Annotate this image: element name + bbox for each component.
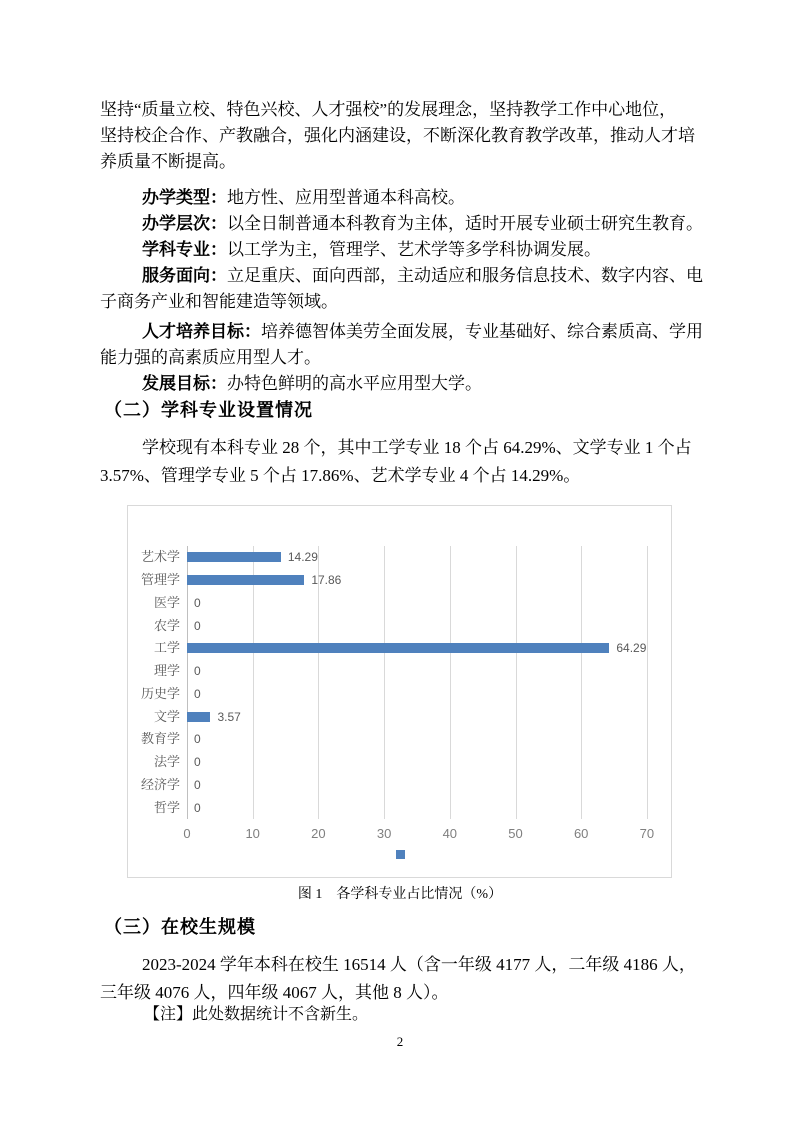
legend-marker-icon: [396, 850, 405, 859]
chart-bar: [187, 575, 304, 585]
chart-category-label: 历史学: [140, 685, 180, 701]
chart-category-label: 文学: [153, 708, 180, 724]
chart-value-label: 0: [194, 618, 201, 633]
chart-category-label: 经济学: [140, 776, 180, 792]
intro-line: 坚持“质量立校、特色兴校、人才强校”的发展理念，坚持教学工作中心地位，: [100, 100, 677, 119]
chart-value-label: 0: [194, 732, 201, 747]
chart-value-label: 0: [194, 664, 201, 679]
section3-paragraph: [100, 951, 720, 1007]
item-label: 人才培养目标：: [142, 322, 261, 341]
x-tick-label: 0: [183, 826, 191, 841]
item-text-continuation: 子商务产业和智能建造等领域。: [100, 292, 338, 311]
chart-bar: [187, 712, 210, 722]
item-paragraph: [100, 263, 720, 289]
chart-value-label: 0: [194, 755, 201, 770]
item-text: 以工学为主，管理学、艺术学等多学科协调发展。: [227, 240, 601, 259]
x-tick-label: 30: [376, 826, 392, 841]
chart-value-label: 3.57: [217, 709, 241, 724]
chart-category-label: 管理学: [140, 572, 180, 588]
x-gridline: [253, 546, 254, 819]
chart-category-label: 哲学: [153, 799, 180, 815]
chart-category-label: 农学: [153, 617, 180, 633]
paragraph-line: 3.57%、管理学专业 5 个占 17.86%、艺术学专业 4 个占 14.29%。: [100, 466, 581, 485]
item-label: 服务面向：: [142, 266, 227, 285]
x-tick-label: 70: [639, 826, 655, 841]
y-axis-line: [187, 546, 188, 819]
page-number: 2: [396, 1034, 404, 1049]
item-text: 地方性、应用型普通本科高校。: [227, 188, 465, 207]
chart-value-label: 14.29: [287, 550, 318, 565]
x-gridline: [581, 546, 582, 819]
chart-value-label: 17.86: [311, 573, 342, 588]
chart-bar: [187, 643, 609, 653]
x-tick-label: 40: [442, 826, 458, 841]
x-gridline: [647, 546, 648, 819]
section-heading-2: （二）学科专业设置情况: [104, 400, 313, 420]
item-text: 培养德智体美劳全面发展，专业基础好、综合素质高、学用: [261, 322, 703, 341]
chart-value-label: 0: [194, 777, 201, 792]
footnote: 【注】此处数据统计不含新生。: [144, 1006, 369, 1023]
chart-value-label: 0: [194, 595, 201, 610]
chart-bar: [187, 552, 281, 562]
item-text: 以全日制普通本科教育为主体，适时开展专业硕士研究生教育。: [227, 214, 703, 233]
item-paragraph: [100, 237, 720, 263]
item-text: 立足重庆、面向西部，主动适应和服务信息技术、数字内容、电: [227, 266, 703, 285]
chart-category-label: 法学: [153, 754, 180, 770]
chart-category-label: 工学: [153, 640, 180, 656]
chart-value-label: 64.29: [616, 641, 647, 656]
item-paragraph: [100, 319, 720, 345]
x-tick-label: 50: [508, 826, 523, 841]
item-label: 发展目标：: [142, 374, 227, 393]
item-paragraph: [100, 371, 720, 397]
item-text: 办特色鲜明的高水平应用型大学。: [227, 374, 482, 393]
section-heading-3: （三）在校生规模: [104, 917, 256, 937]
chart-category-label: 艺术学: [140, 549, 180, 565]
x-gridline: [450, 546, 451, 819]
item-paragraph: [100, 211, 720, 237]
item-text-continuation: 能力强的高素质应用型人才。: [100, 348, 321, 367]
figure-caption: 图 1 各学科专业占比情况（%）: [297, 887, 503, 902]
item-label: 办学层次：: [142, 214, 227, 233]
body-text-block: [100, 97, 720, 397]
x-tick-label: 10: [245, 826, 260, 841]
intro-line: 养质量不断提高。: [100, 152, 236, 171]
item-paragraph: [100, 185, 720, 211]
intro-line: 坚持校企合作、产教融合，强化内涵建设，不断深化教育教学改革，推动人才培: [100, 126, 695, 145]
chart-value-label: 0: [194, 686, 201, 701]
x-gridline: [384, 546, 385, 819]
x-gridline: [516, 546, 517, 819]
paragraph-line: 学校现有本科专业 28 个，其中工学专业 18 个占 64.29%、文学专业 1 个占: [142, 438, 692, 457]
chart-value-label: 0: [194, 800, 201, 815]
paragraph-line: 2023-2024 学年本科在校生 16514 人（含一年级 4177 人，二年级 4186 人，: [142, 955, 696, 974]
bar-chart: [127, 505, 672, 878]
chart-category-label: 医学: [153, 594, 180, 610]
spacer: [100, 175, 720, 185]
x-tick-label: 20: [311, 826, 326, 841]
paragraph-line: 三年级 4076 人，四年级 4067 人，其他 8 人）。: [100, 983, 449, 1002]
section2-paragraph: [100, 434, 720, 490]
x-tick-label: 60: [573, 826, 589, 841]
chart-category-label: 理学: [153, 663, 180, 679]
chart-category-label: 教育学: [140, 731, 180, 747]
item-label: 学科专业：: [142, 240, 227, 259]
item-label: 办学类型：: [142, 188, 227, 207]
